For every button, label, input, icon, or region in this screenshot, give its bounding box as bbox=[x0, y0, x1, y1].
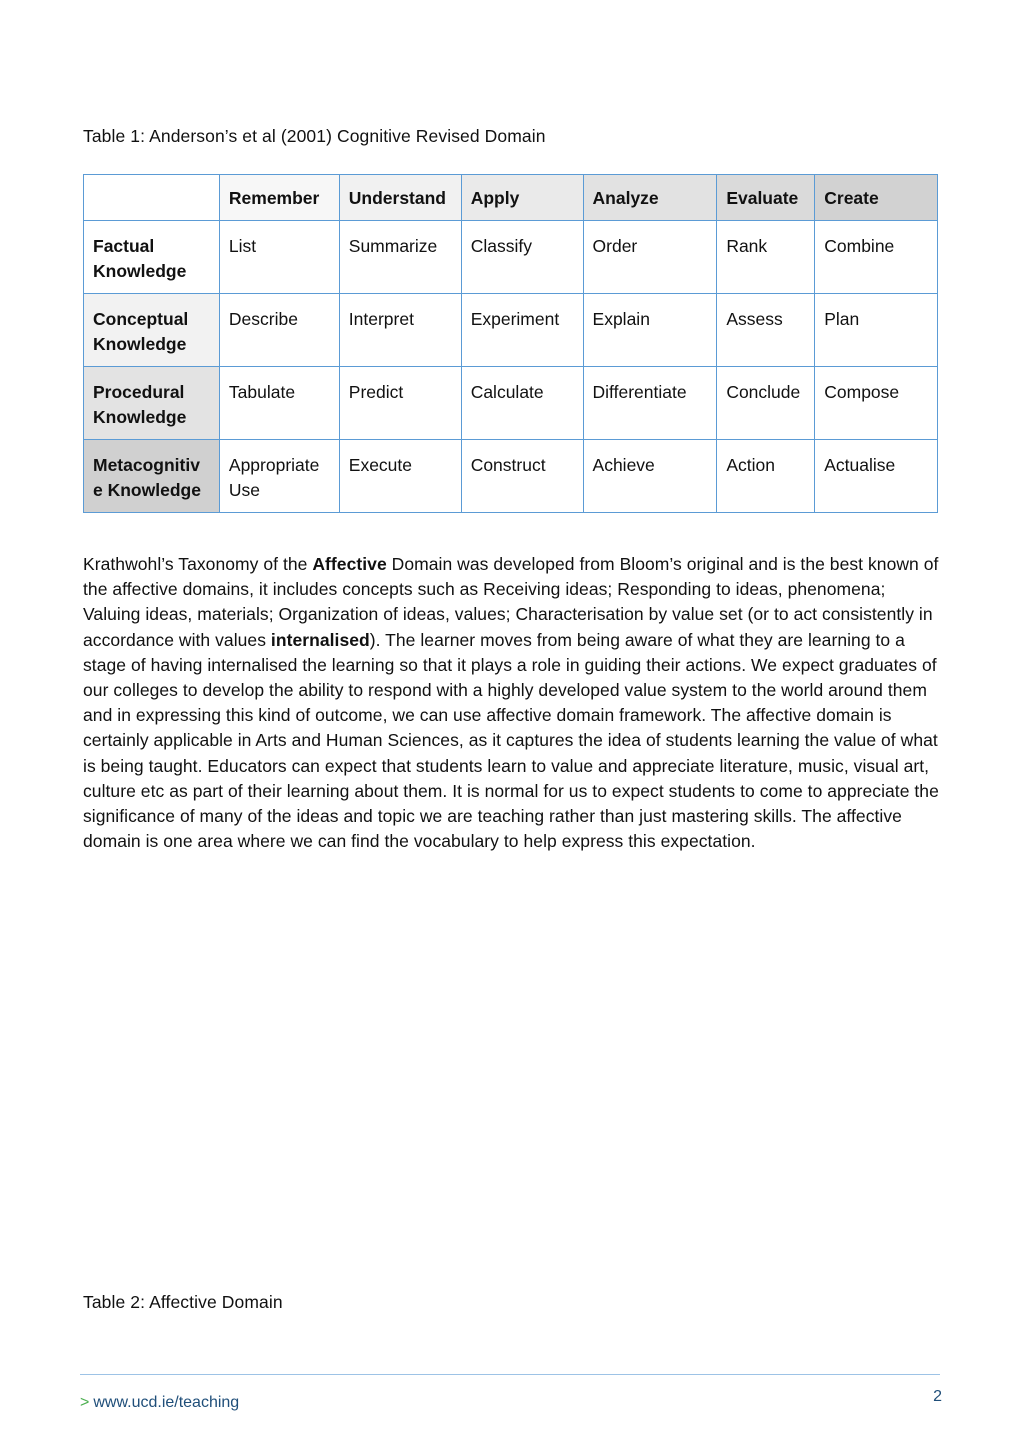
affective-domain-paragraph bbox=[83, 552, 943, 854]
table-cell: Assess bbox=[717, 294, 815, 367]
paragraph-text-1: Krathwohl’s Taxonomy of the bbox=[83, 554, 313, 574]
table-cell: Construct bbox=[461, 440, 583, 513]
header-corner-cell bbox=[84, 175, 220, 221]
table-row bbox=[84, 367, 938, 440]
table-cell: Tabulate bbox=[219, 367, 339, 440]
footer-divider bbox=[80, 1374, 940, 1375]
row-label-metacognitive: Metacognitiv e Knowledge bbox=[84, 440, 220, 513]
header-create: Create bbox=[815, 175, 938, 221]
table-row bbox=[84, 294, 938, 367]
table-cell: Combine bbox=[815, 221, 938, 294]
paragraph-bold-affective: Affective bbox=[312, 554, 387, 574]
row-label-conceptual: Conceptual Knowledge bbox=[84, 294, 220, 367]
paragraph-bold-internalised: internalised bbox=[270, 629, 370, 650]
table-cell: Classify bbox=[461, 221, 583, 294]
table-cell: Explain bbox=[583, 294, 717, 367]
arrow-icon: > bbox=[80, 1394, 90, 1411]
table-cell: Execute bbox=[339, 440, 461, 513]
table-header-row bbox=[84, 175, 938, 221]
table-cell: Calculate bbox=[461, 367, 583, 440]
footer-link[interactable] bbox=[80, 1394, 239, 1412]
header-evaluate: Evaluate bbox=[717, 175, 815, 221]
paragraph-text-2: Domain was developed from Bloom’s original and is the best known of the affective domains, it includes concepts such as Receiving ideas; Responding to ideas, phenomena; Valuing ideas, materials; Organization of ideas, values; Characterisation by value set (or to act consistently in accordance with values bbox=[83, 554, 939, 650]
table-1-caption: Table 1: Anderson’s et al (2001) Cognitive Revised Domain bbox=[83, 126, 546, 146]
row-label-procedural: Procedural Knowledge bbox=[84, 367, 220, 440]
table-cell: Conclude bbox=[717, 367, 815, 440]
header-apply: Apply bbox=[461, 175, 583, 221]
table-cell: Appropriate Use bbox=[219, 440, 339, 513]
table-cell: Predict bbox=[339, 367, 461, 440]
table-cell: Differentiate bbox=[583, 367, 717, 440]
row-label-factual: Factual Knowledge bbox=[84, 221, 220, 294]
header-understand: Understand bbox=[339, 175, 461, 221]
table-cell: Rank bbox=[717, 221, 815, 294]
table-2-caption: Table 2: Affective Domain bbox=[83, 1292, 283, 1312]
table-cell: Summarize bbox=[339, 221, 461, 294]
table-cell: List bbox=[219, 221, 339, 294]
header-remember: Remember bbox=[219, 175, 339, 221]
table-cell: Plan bbox=[815, 294, 938, 367]
page-number: 2 bbox=[933, 1388, 942, 1405]
table-cell: Describe bbox=[219, 294, 339, 367]
paragraph-text-3: ). The learner moves from being aware of what they are learning to a stage of having internalised the learning so that it plays a role in guiding their actions. We expect graduates of our colleges to develop the ability to respond with a highly developed value system to the world around them and in expressing this kind of outcome, we can use affective domain framework. The affective domain is certainly applicable in Arts and Human Sciences, as it captures the idea of students learning the value of what is being taught. Educators can expect that students learn to value and appreciate literature, music, visual art, culture etc as part of their learning about them. It is normal for us to expect students to come to appreciate the significance of many of the ideas and topic we are teaching rather than just mastering skills. The affective domain is one area where we can find the vocabulary to help express this expectation. bbox=[83, 629, 939, 852]
table-cell: Action bbox=[717, 440, 815, 513]
header-analyze: Analyze bbox=[583, 175, 717, 221]
footer-url[interactable]: www.ucd.ie/teaching bbox=[93, 1394, 240, 1411]
table-cell: Achieve bbox=[583, 440, 717, 513]
table-cell: Interpret bbox=[339, 294, 461, 367]
table-cell: Experiment bbox=[461, 294, 583, 367]
table-cell: Actualise bbox=[815, 440, 938, 513]
table-row bbox=[84, 440, 938, 513]
table-cell: Order bbox=[583, 221, 717, 294]
cognitive-domain-table bbox=[83, 174, 938, 513]
table-row bbox=[84, 221, 938, 294]
table-cell: Compose bbox=[815, 367, 938, 440]
